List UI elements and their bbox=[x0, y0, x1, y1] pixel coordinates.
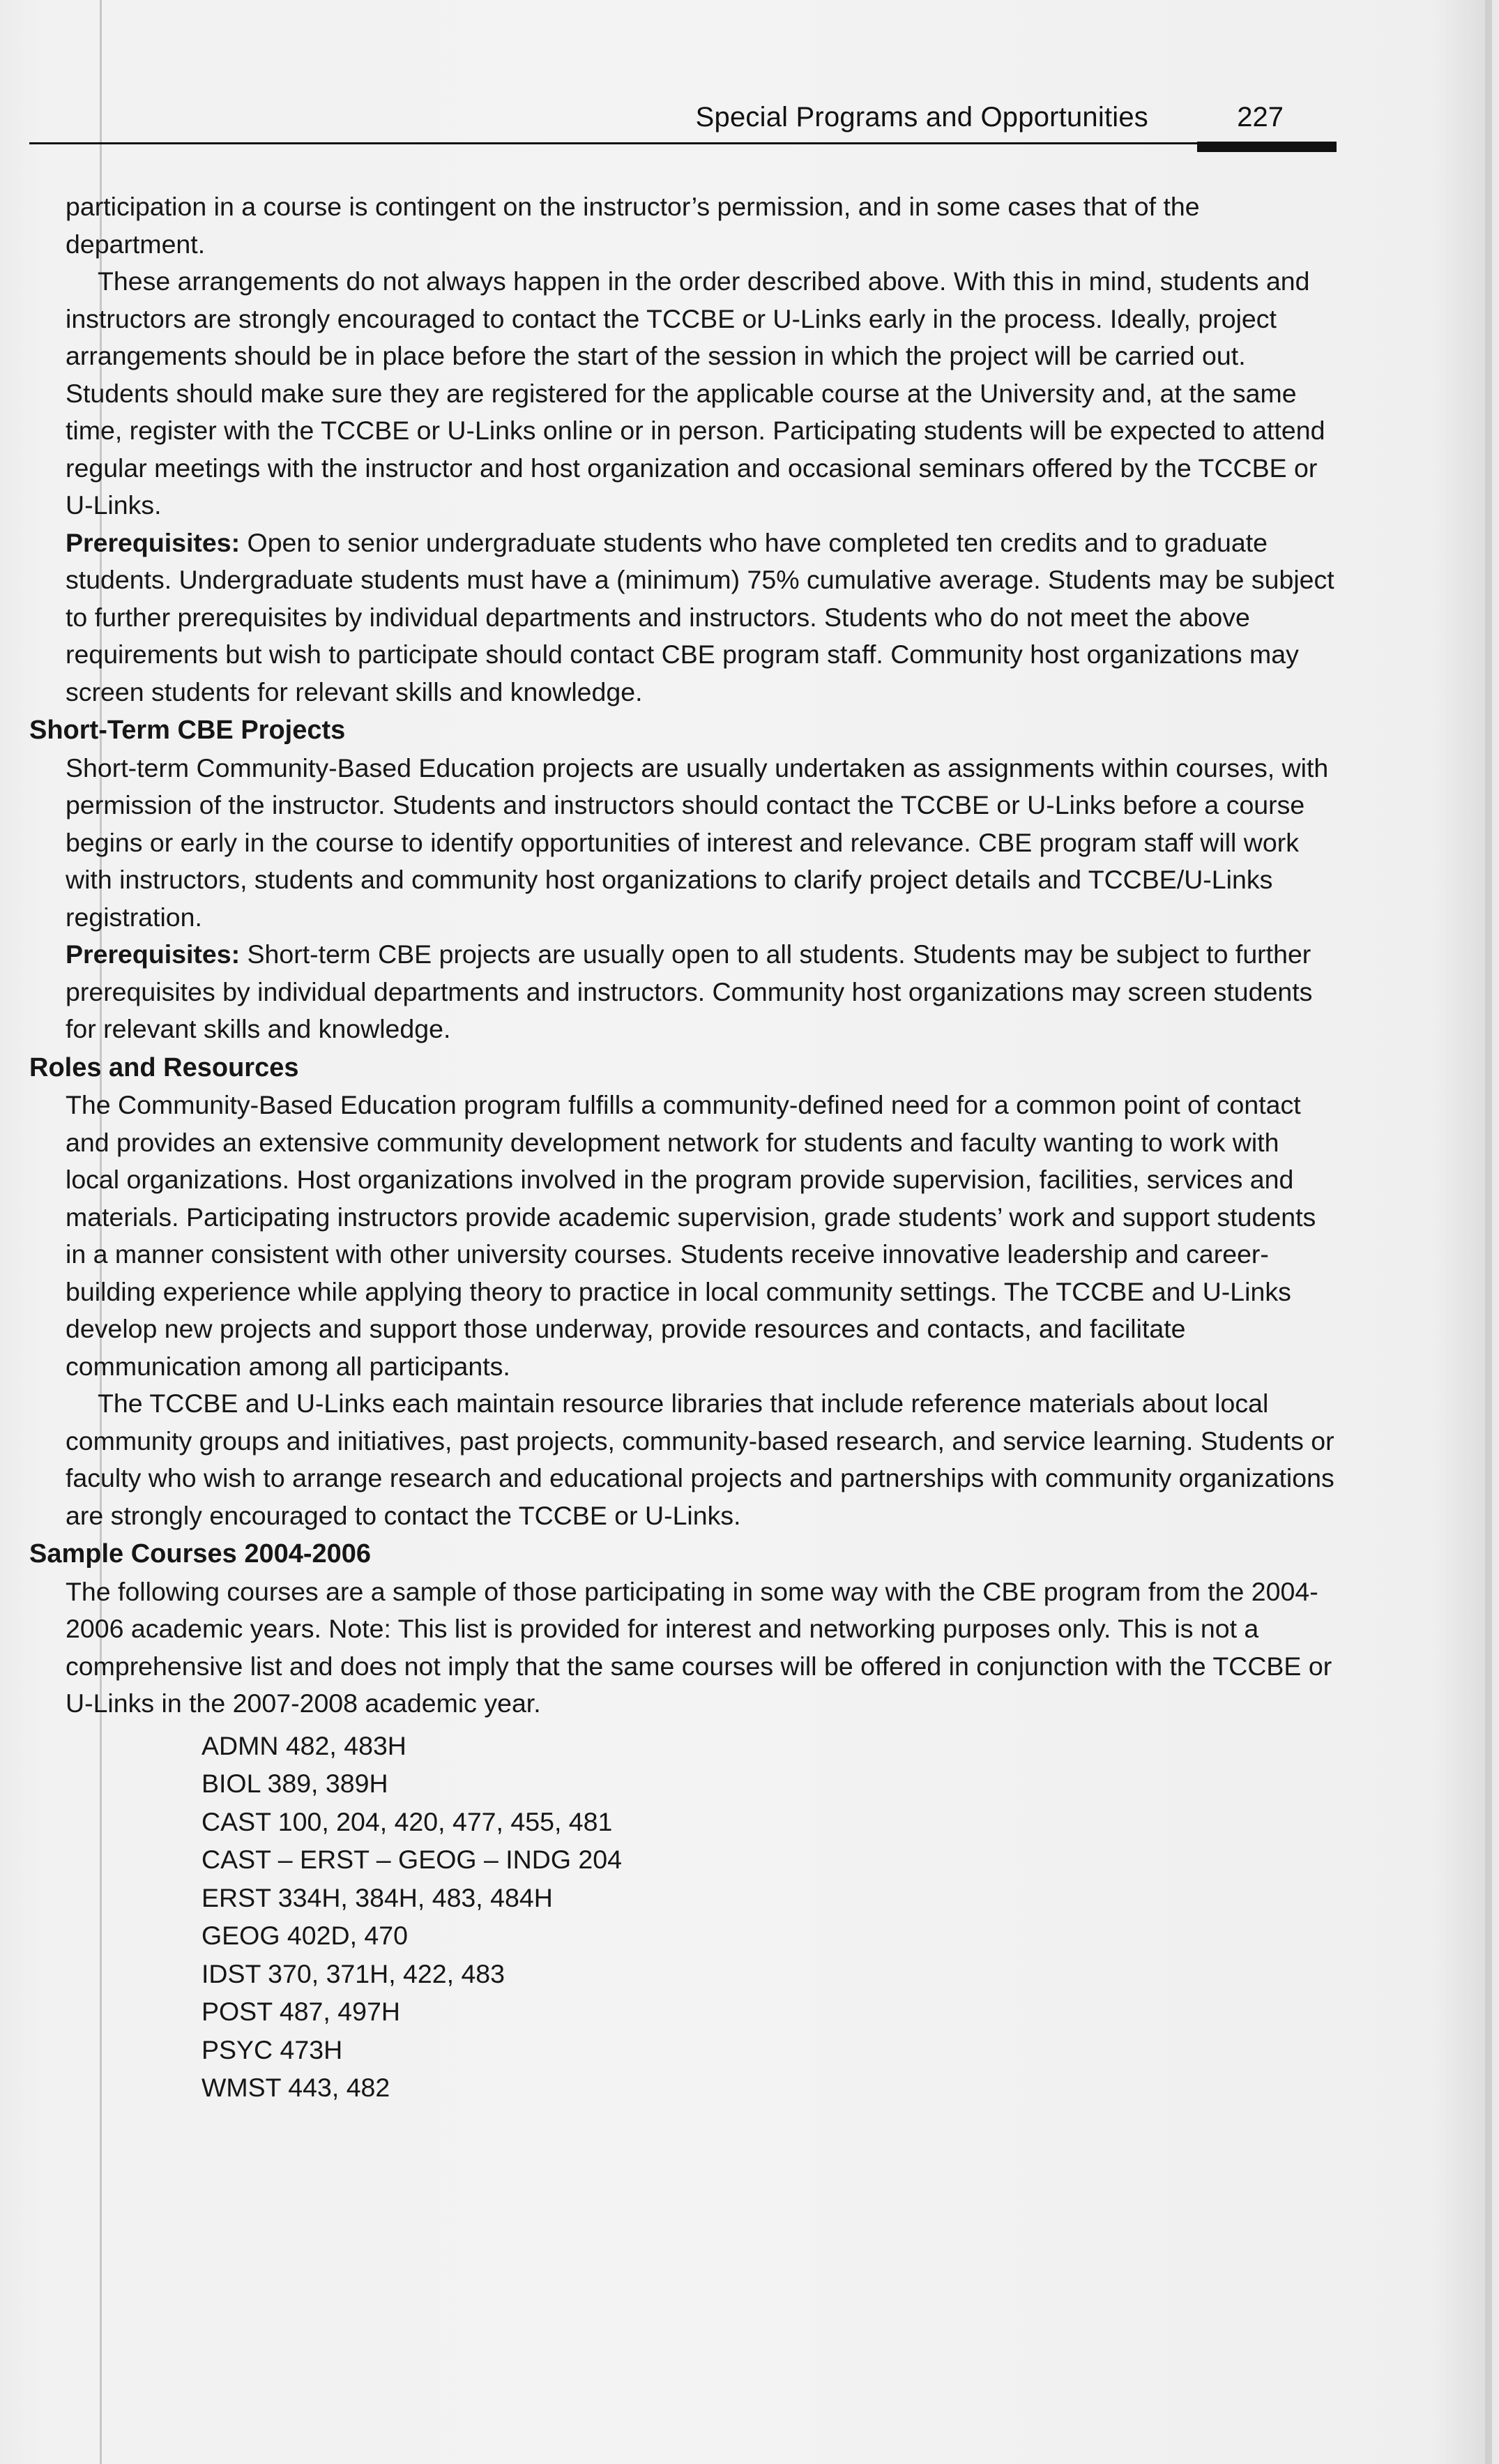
prerequisites-label: Prerequisites: bbox=[66, 527, 241, 557]
course-item: BIOL 389, 389H bbox=[201, 1769, 388, 1798]
short-term-heading: Short-Term CBE Projects bbox=[29, 716, 346, 745]
short-term-section bbox=[29, 750, 1340, 1048]
course-item: CAST – ERST – GEOG – INDG 204 bbox=[201, 1845, 623, 1874]
course-list bbox=[66, 1727, 1340, 2107]
roles-paragraph-2: The TCCBE and U-Links each maintain resource libraries that include reference materials about local community groups and initiatives, past projects, community-based research, and service learning. Students or faculty who wish to arrange research and educational projects and partnerships with community organizations are strongly encouraged to contact the TCCBE or U-Links. bbox=[66, 1389, 1334, 1530]
intro-paragraph-1: participation in a course is contingent on the instructor’s permission, and in some cases that of the department. bbox=[66, 192, 1200, 259]
prerequisites-text: Open to senior undergraduate students who have completed ten credits and to graduate students. Undergraduate students must have a (minimum) 75% cumulative average. Students may be subject to further prerequisites by individual departments and instructors. Students who do not meet the above requirements but wish to participate should contact CBE program staff. Community host organizations may screen students for relevant skills and knowledge. bbox=[66, 527, 1334, 706]
header-tab-bar bbox=[1197, 142, 1337, 152]
sample-courses-section bbox=[29, 1573, 1340, 2107]
course-item: ERST 334H, 384H, 483, 484H bbox=[201, 1882, 553, 1912]
intro-paragraph-2: These arrangements do not always happen in the order described above. With this in mind, students and instructors are strongly encouraged to contact the TCCBE or U-Links early in the process. Ideally, project arrangements should be in place before the start of the session in which the project will be carried out. Students should make sure they are registered for the applicable course at the University and, at the same time, register with the TCCBE or U-Links online or in person. Participating students will be expected to attend regular meetings with the instructor and host organization and occasional seminars offered by the TCCBE or U-Links. bbox=[66, 266, 1325, 520]
prerequisites-text: Short-term CBE projects are usually open to all students. Students may be subject to further prerequisites by individual departments and instructors. Community host organizations may screen students for relevant skills and knowledge. bbox=[66, 939, 1313, 1043]
course-item: POST 487, 497H bbox=[201, 1997, 400, 2026]
course-item: PSYC 473H bbox=[201, 2034, 343, 2064]
sample-courses-heading: Sample Courses 2004-2006 bbox=[29, 1539, 372, 1569]
short-term-paragraph: Short-term Community-Based Education projects are usually undertaken as assignments within courses, with permission of the instructor. Students and instructors should contact the TCCBE or U-Links before a course begins or early in the course to identify opportunities of interest and relevance. CBE program staff will work with instructors, students and community host organizations to clarify project details and TCCBE/U-Links registration. bbox=[66, 753, 1329, 932]
running-header bbox=[29, 98, 1337, 146]
roles-paragraph-1: The Community-Based Education program fulfills a community-defined need for a common point of contact and provides an extensive community development network for students and faculty wanting to work with local organizations. Host organizations involved in the program provide supervision, facilities, services and materials. Participating instructors provide academic supervision, grade students’ work and support students in a manner consistent with other university courses. Students receive innovative leadership and career-building experience while applying theory to practice in local community settings. The TCCBE and U-Links develop new projects and support those underway, provide resources and contacts, and facilitate communication among all participants. bbox=[66, 1090, 1316, 1381]
short-term-prerequisites bbox=[66, 936, 1340, 1048]
page-edge bbox=[1485, 0, 1492, 2464]
header-rule bbox=[29, 142, 1337, 144]
roles-heading: Roles and Resources bbox=[29, 1052, 299, 1082]
course-item: IDST 370, 371H, 422, 483 bbox=[201, 1958, 505, 1988]
page-number: 227 bbox=[1237, 102, 1284, 133]
course-item: WMST 443, 482 bbox=[201, 2073, 390, 2102]
course-item: GEOG 402D, 470 bbox=[201, 1921, 408, 1950]
intro-section bbox=[29, 188, 1340, 711]
header-title: Special Programs and Opportunities bbox=[695, 102, 1148, 133]
roles-section bbox=[29, 1087, 1340, 1534]
course-item: CAST 100, 204, 420, 477, 455, 481 bbox=[201, 1806, 613, 1836]
intro-prerequisites bbox=[66, 524, 1340, 711]
prerequisites-label: Prerequisites: bbox=[66, 939, 241, 969]
course-item: ADMN 482, 483H bbox=[201, 1730, 406, 1760]
sample-courses-paragraph: The following courses are a sample of those participating in some way with the CBE program from the 2004-2006 academic years. Note: This list is provided for interest and networking purposes only. This is not a comprehensive list and does not imply that the same courses will be offered in conjunction with the TCCBE or U-Links in the 2007-2008 academic year. bbox=[66, 1576, 1332, 1718]
page-body bbox=[29, 188, 1340, 2107]
